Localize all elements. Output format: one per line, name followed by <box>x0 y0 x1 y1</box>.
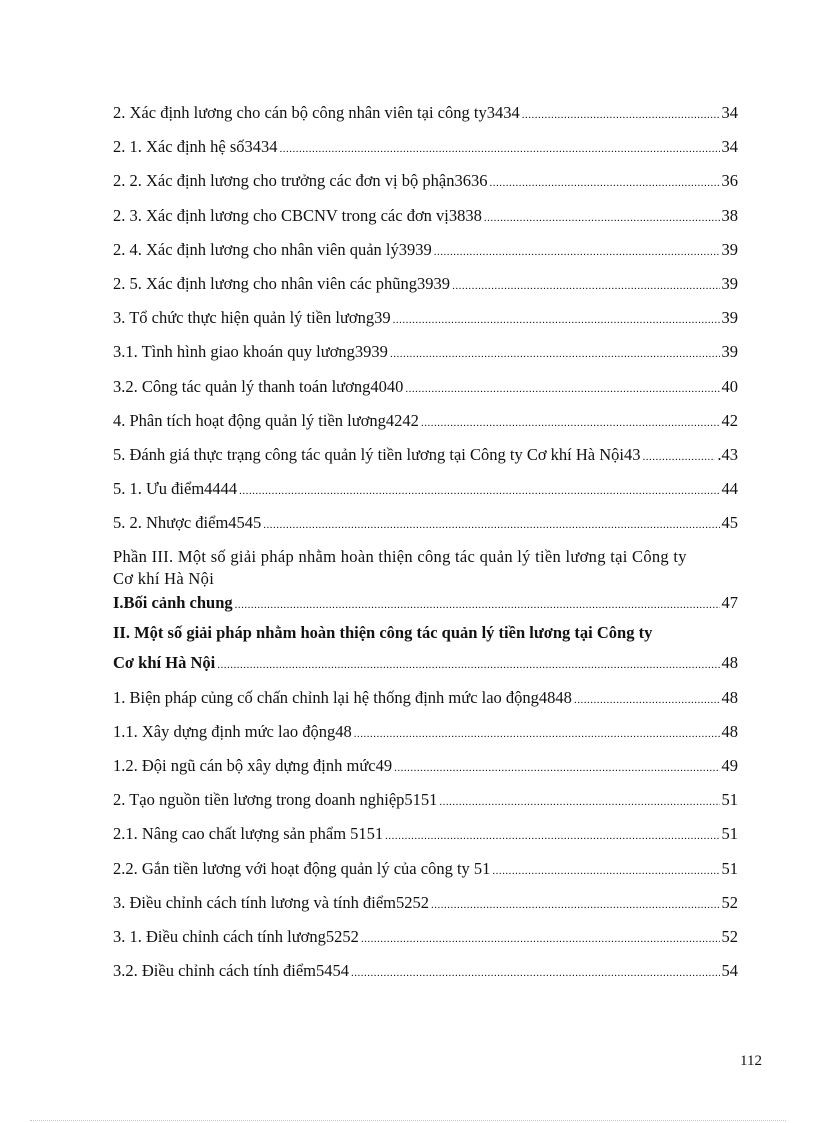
part-heading-line2: Cơ khí Hà Nội <box>113 569 215 589</box>
dot-leader <box>235 592 720 616</box>
dot-leader <box>439 789 719 813</box>
toc-section-heading <box>113 622 738 652</box>
table-of-contents <box>113 102 738 994</box>
toc-entry-title: 3.2. Điều chỉnh cách tính điểm5454 <box>113 961 349 981</box>
toc-entry-page: 51 <box>721 824 738 844</box>
part-heading <box>113 546 738 592</box>
toc-entry-page: .43 <box>717 444 738 464</box>
toc-entry <box>113 170 738 204</box>
toc-entry-page: 44 <box>721 479 738 499</box>
dot-leader <box>643 444 716 468</box>
toc-section-entry <box>113 652 738 686</box>
toc-entry-title: I.Bối cảnh chung <box>113 593 233 613</box>
toc-entry-title: Cơ khí Hà Nội <box>113 653 216 673</box>
toc-entry-title: 2. 5. Xác định lương cho nhân viên các phũng3939 <box>113 273 451 293</box>
toc-entry <box>113 721 738 755</box>
toc-entry <box>113 273 738 307</box>
toc-entry-title: 1.2. Đội ngũ cán bộ xây dựng định mức49 <box>113 756 393 775</box>
dot-leader <box>431 892 720 916</box>
toc-entry-page: 48 <box>721 721 738 741</box>
toc-entry <box>113 307 738 341</box>
toc-entry-page: 48 <box>721 653 738 673</box>
toc-entry <box>113 444 738 478</box>
toc-entry <box>113 512 738 546</box>
dot-leader <box>574 687 720 711</box>
toc-entry-title: 3.1. Tình hình giao khoán quy lương3939 <box>113 342 388 362</box>
toc-section-entry <box>113 592 738 622</box>
toc-entry-title: 4. Phân tích hoạt động quản lý tiền lương4242 <box>113 410 419 430</box>
dot-leader <box>394 755 719 779</box>
toc-entry-title: 5. 2. Nhược điểm4545 <box>113 513 262 533</box>
toc-entry-page: 51 <box>721 858 738 878</box>
toc-entry-title: 1. Biện pháp củng cố chấn chỉnh lại hệ thống định mức lao động4848 <box>113 687 572 707</box>
toc-entry-title: 1.1. Xây dựng định mức lao động48 <box>113 721 352 741</box>
dot-leader <box>393 307 720 331</box>
toc-entry-page: 39 <box>721 342 738 362</box>
toc-entry-title: 2. 2. Xác định lương cho trưởng các đơn vị bộ phận3636 <box>113 171 488 191</box>
toc-entry-page: 49 <box>721 756 738 775</box>
dot-leader <box>351 960 720 984</box>
toc-entry <box>113 687 738 721</box>
toc-entry-title: 2. 3. Xác định lương cho CBCNV trong các đơn vị3838 <box>113 205 482 225</box>
dot-leader <box>354 721 720 745</box>
dot-leader <box>405 376 719 400</box>
toc-entry <box>113 789 738 823</box>
toc-entry-title: 2. 1. Xác định hệ số3434 <box>113 137 278 157</box>
toc-entry-page: 39 <box>721 273 738 293</box>
dot-leader <box>239 478 719 502</box>
toc-entry <box>113 136 738 170</box>
dot-leader <box>263 512 719 536</box>
dot-leader <box>492 858 719 882</box>
dot-leader <box>484 205 720 229</box>
toc-entry-title: 2.2. Gắn tiền lương với hoạt động quản lý của công ty 51 <box>113 858 491 878</box>
dot-leader <box>361 926 720 950</box>
dot-leader <box>452 273 719 297</box>
toc-entry <box>113 478 738 512</box>
toc-entry-page: 40 <box>721 376 738 396</box>
page-bottom-rule <box>30 1120 786 1121</box>
toc-entry <box>113 376 738 410</box>
toc-entry <box>113 410 738 444</box>
toc-entry-page: 45 <box>721 513 738 533</box>
toc-entry <box>113 823 738 857</box>
toc-entry-title: 2. Tạo nguồn tiền lương trong doanh nghiệp5151 <box>113 790 438 810</box>
dot-leader <box>522 102 720 126</box>
toc-entry-page: 34 <box>721 103 738 122</box>
toc-entry-title: 5. 1. Ưu điểm4444 <box>113 479 238 499</box>
toc-entry-title: 3.2. Công tác quản lý thanh toán lương4040 <box>113 376 404 396</box>
toc-entry-title: 2. Xác định lương cho cán bộ công nhân viên tại công ty3434 <box>113 103 520 122</box>
dot-leader <box>217 652 719 676</box>
toc-entry <box>113 755 738 789</box>
toc-entry-page: 47 <box>721 593 738 613</box>
toc-entry-page: 36 <box>721 171 738 191</box>
toc-entry-page: 54 <box>721 961 738 981</box>
toc-entry-page: 42 <box>721 410 738 430</box>
toc-entry <box>113 892 738 926</box>
dot-leader <box>280 136 720 160</box>
toc-entry <box>113 960 738 994</box>
toc-entry <box>113 926 738 960</box>
toc-entry <box>113 205 738 239</box>
toc-entry-title: 5. Đánh giá thực trạng công tác quản lý tiền lương tại Công ty Cơ khí Hà Nội43 <box>113 444 641 464</box>
section-heading-line1: II. Một số giải pháp nhằm hoàn thiện công tác quản lý tiền lương tại Công ty <box>113 623 653 643</box>
toc-entry-page: 52 <box>721 926 738 946</box>
toc-entry-title: 3. 1. Điều chỉnh cách tính lương5252 <box>113 926 359 946</box>
page-number: 112 <box>740 1053 762 1069</box>
toc-entry <box>113 239 738 273</box>
toc-entry-page: 51 <box>721 790 738 810</box>
toc-entry-title: 3. Tổ chức thực hiện quản lý tiền lương39 <box>113 308 391 328</box>
toc-entry-page: 39 <box>721 239 738 259</box>
dot-leader <box>421 410 720 434</box>
toc-entry <box>113 102 738 136</box>
toc-entry-page: 52 <box>721 892 738 912</box>
toc-entry-page: 48 <box>721 687 738 707</box>
toc-entry <box>113 858 738 892</box>
dot-leader <box>434 239 720 263</box>
toc-entry-page: 38 <box>721 205 738 225</box>
toc-entry-title: 2. 4. Xác định lương cho nhân viên quản lý3939 <box>113 239 432 259</box>
part-heading-line1: Phần III. Một số giải pháp nhằm hoàn thiện công tác quản lý tiền lương tại Công ty <box>113 547 687 567</box>
toc-entry-title: 2.1. Nâng cao chất lượng sản phẩm 5151 <box>113 824 384 844</box>
dot-leader <box>390 341 720 365</box>
dot-leader <box>385 823 719 847</box>
dot-leader <box>489 170 719 194</box>
toc-entry-page: 39 <box>721 308 738 328</box>
toc-entry-page: 34 <box>721 137 738 157</box>
toc-entry-title: 3. Điều chỉnh cách tính lương và tính điểm5252 <box>113 892 429 912</box>
toc-entry <box>113 341 738 375</box>
